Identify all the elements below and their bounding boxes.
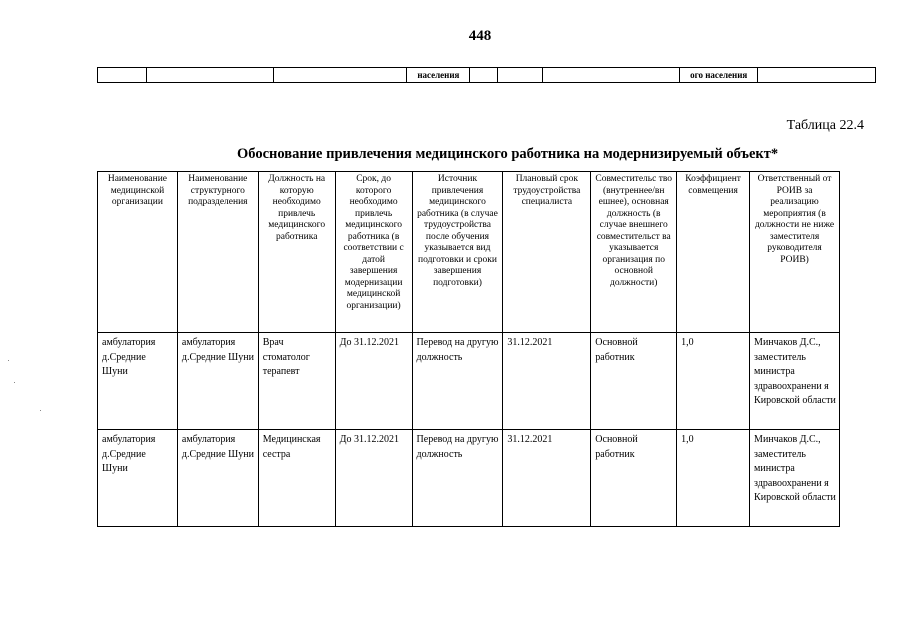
table-cell: населения [407,68,470,83]
table-cell: амбулатория д.Средние Шуни [98,430,178,527]
table-cell: ого населения [680,68,758,83]
table-cell: 31.12.2021 [503,333,591,430]
table-title: Обоснование привлечения медицинского работника на модернизируемый объект* [237,146,779,162]
table-cell: Минчаков Д.С., заместитель министра здравоохранени я Кировской области [750,333,840,430]
table-cell: амбулатория д.Средние Шуни [177,430,258,527]
table-cell [498,68,542,83]
table-cell: Основной работник [591,333,677,430]
table-cell [758,68,876,83]
column-header: Наименование структурного подразделения [177,172,258,333]
table-row [98,333,840,430]
justification-table [97,171,840,527]
column-header: Коэффициент совмещения [677,172,750,333]
table-cell: Минчаков Д.С., заместитель министра здравоохранени я Кировской области [750,430,840,527]
table-cell [542,68,680,83]
table-cell: Основной работник [591,430,677,527]
page-number: 448 [468,28,492,44]
column-header: Ответственный от РОИВ за реализацию мероприятия (в должности не ниже заместителя руководителя РОИВ) [750,172,840,333]
table-cell: До 31.12.2021 [335,430,412,527]
column-header: Источник привлечения медицинского работника (в случае трудоустройства после обучения указывается вид подготовки и сроки завершения подготовки) [412,172,503,333]
table-cell: 31.12.2021 [503,430,591,527]
table-cell [146,68,273,83]
table-row [98,68,876,83]
table-number: Таблица 22.4 [786,118,864,133]
column-header: Плановый срок трудоустройства специалиста [503,172,591,333]
table-cell: Перевод на другую должность [412,333,503,430]
column-header: Должность на которую необходимо привлечь медицинского работника [258,172,335,333]
table-cell: Перевод на другую должность [412,430,503,527]
column-header: Наименование медицинской организации [98,172,178,333]
scan-speck [14,382,15,383]
table-cell [98,68,147,83]
table-row [98,430,840,527]
table-cell: амбулатория д.Средние Шуни [177,333,258,430]
scan-speck [40,410,41,411]
table-cell: амбулатория д.Средние Шуни [98,333,178,430]
table-header-row [98,172,840,333]
column-header: Срок, до которого необходимо привлечь медицинского работника (в соответствии с датой завершения модернизации медицинской организации) [335,172,412,333]
table-cell: 1,0 [677,333,750,430]
table-cell: 1,0 [677,430,750,527]
column-header: Совместительс тво (внутреннее/вн ешнее), основная должность (в случае внешнего совместительст ва указывается организация по основной должности) [591,172,677,333]
table-cell [273,68,406,83]
scan-speck [8,360,9,361]
table-cell: Врач стоматолог терапевт [258,333,335,430]
continuation-table-strip [97,67,876,83]
table-cell [470,68,498,83]
table-cell: До 31.12.2021 [335,333,412,430]
table-cell: Медицинская сестра [258,430,335,527]
